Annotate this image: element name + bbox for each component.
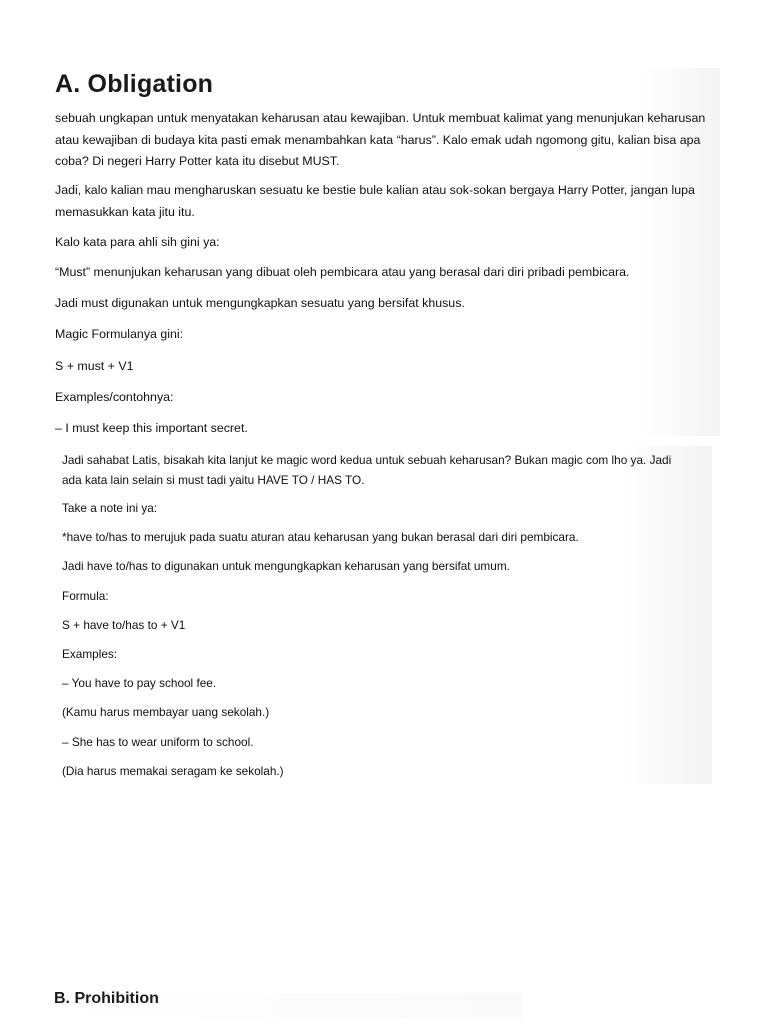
obligation-intro-paragraph: sebuah ungkapan untuk menyatakan keharusan atau kewajiban. Untuk membuat kalimat yang menunjukan keharusan atau kewajiban di budaya kita pasti emak menambahkan kata “harus”. Kalo emak udah ngomong gitu, kalian bisa apa coba? Di negeri Harry Potter kata itu disebut MUST.: [55, 111, 706, 168]
formula-label: Formula:: [62, 589, 109, 603]
must-definition-paragraph: “Must” menunjukan keharusan yang dibuat oleh pembicara atau yang berasal dari diri pribadi pembicara.: [55, 265, 630, 279]
must-example: – I must keep this important secret.: [55, 421, 248, 435]
magic-formula-label: Magic Formulanya gini:: [55, 327, 184, 341]
obligation-heading: A. Obligation: [55, 70, 214, 98]
prohibition-heading: B. Prohibition: [54, 990, 159, 1007]
have-to-examples-label: Examples:: [62, 647, 118, 661]
take-note-label: Take a note ini ya:: [62, 501, 158, 515]
has-to-example-2: – She has to wear uniform to school.: [62, 735, 254, 749]
have-to-formula: S + have to/has to + V1: [62, 618, 186, 632]
have-to-definition-paragraph: *have to/has to merujuk pada suatu aturan atau keharusan yang bukan berasal dari diri pembicara.: [62, 530, 579, 544]
examples-label: Examples/contohnya:: [55, 390, 174, 404]
must-formula: S + must + V1: [55, 359, 134, 373]
have-to-usage-paragraph: Jadi have to/has to digunakan untuk mengungkapkan keharusan yang bersifat umum.: [62, 559, 510, 573]
have-to-intro-paragraph: Jadi sahabat Latis, bisakah kita lanjut ke magic word kedua untuk sebuah keharusan? Bukan magic com lho ya. Jadi ada kata lain selain si must tadi yaitu HAVE TO / HAS TO.: [62, 453, 672, 487]
have-to-example-1: – You have to pay school fee.: [62, 676, 217, 690]
has-to-translation-2: (Dia harus memakai seragam ke sekolah.): [62, 764, 284, 778]
have-to-section: [52, 446, 712, 784]
obligation-section: [44, 68, 720, 436]
obligation-bestie-paragraph: Jadi, kalo kalian mau mengharuskan sesuatu ke bestie bule kalian atau sok-sokan bergaya Harry Potter, jangan lupa memasukkan kata jitu itu.: [55, 183, 695, 219]
must-usage-paragraph: Jadi must digunakan untuk mengungkapkan sesuatu yang bersifat khusus.: [55, 296, 465, 310]
experts-say-paragraph: Kalo kata para ahli sih gini ya:: [55, 235, 220, 249]
have-to-translation-1: (Kamu harus membayar uang sekolah.): [62, 705, 270, 719]
